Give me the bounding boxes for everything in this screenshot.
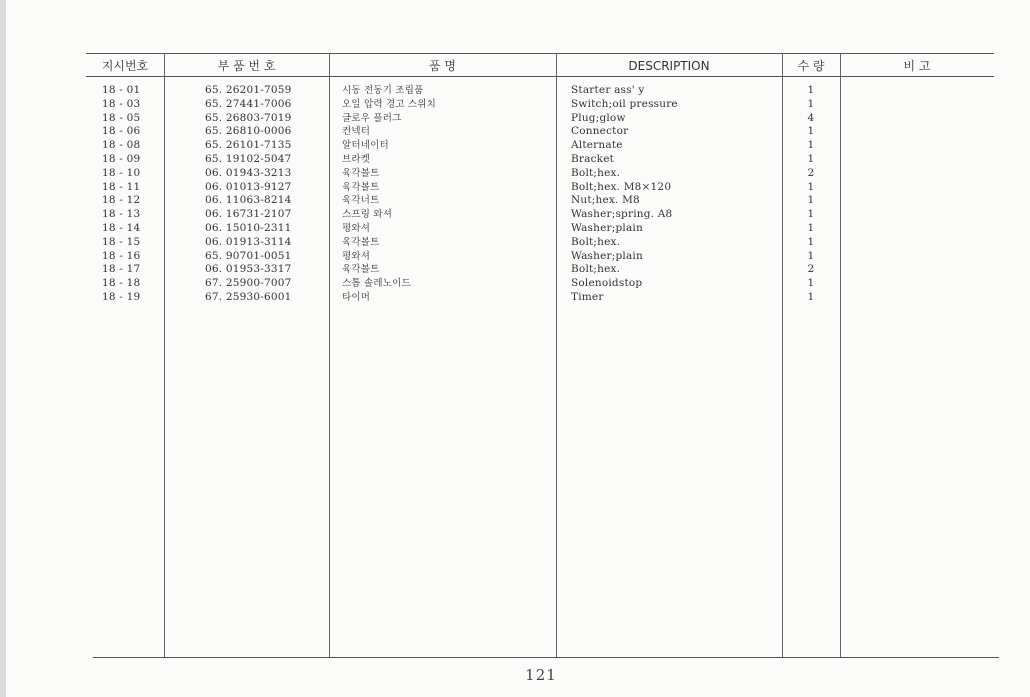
cell-part-name: 타이머 [342,291,371,303]
cell-index-no: 18 - 05 [102,111,141,124]
cell-part-no: 06. 01943-3213 [205,166,292,179]
cell-part-name: 육각너트 [342,195,380,207]
cell-quantity: 1 [807,152,815,165]
cell-index-no: 18 - 08 [102,139,141,152]
cell-quantity: 1 [807,235,815,248]
cell-quantity: 1 [807,221,815,234]
cell-index-no: 18 - 01 [102,84,141,96]
cell-part-no: 67. 25900-7007 [205,277,292,290]
column-divider [164,53,165,657]
header-part-no: 부 품 번 호 [217,59,276,73]
cell-part-name: 시동 전동기 조립품 [342,85,424,96]
cell-description: Washer;plain [571,221,643,234]
cell-description: Bolt;hex. [571,263,621,276]
column-part-no [205,84,315,305]
cell-index-no: 18 - 03 [102,97,141,110]
cell-quantity: 1 [807,97,815,110]
column-divider [329,53,330,657]
cell-index-no: 18 - 11 [102,180,141,193]
cell-part-name: 육각볼트 [342,167,380,179]
cell-quantity: 1 [807,290,815,303]
cell-description: Washer;plain [571,249,643,262]
cell-description: Switch;oil pressure [571,97,678,110]
cell-quantity: 4 [807,111,815,124]
header-part-name: 품 명 [429,59,456,73]
table-bottom-rule [93,657,999,658]
cell-quantity: 1 [807,180,815,193]
cell-part-no: 67. 25930-6001 [205,290,292,303]
cell-description: Washer;spring. A8 [571,208,673,221]
cell-description: Nut;hex. M8 [571,194,640,207]
cell-part-no: 65. 27441-7006 [205,97,292,110]
cell-description: Connector [571,125,629,138]
cell-description: Timer [571,290,604,303]
cell-part-name: 평와셔 [342,250,371,262]
header-description: DESCRIPTION [628,59,710,73]
cell-index-no: 18 - 10 [102,166,141,179]
cell-part-name: 알터네이터 [342,140,389,152]
header-index-no: 지시번호 [101,59,149,73]
cell-index-no: 18 - 09 [102,152,141,165]
cell-quantity: 1 [807,139,815,152]
cell-part-no: 65. 90701-0051 [205,249,292,262]
header-bottom-rule [86,76,994,77]
cell-part-no: 65. 26803-7019 [205,111,292,124]
cell-part-name: 브라켓 [342,153,371,165]
cell-part-name: 오일 압력 경고 스위치 [342,98,437,110]
cell-quantity: 1 [807,125,815,138]
cell-part-name: 글로우 플러그 [342,112,402,124]
cell-description: Bolt;hex. M8×120 [571,180,672,193]
cell-quantity: 1 [807,249,815,262]
cell-description: Bracket [571,152,615,165]
cell-part-no: 06. 01953-3317 [205,263,292,276]
cell-part-no: 06. 01913-3114 [205,235,292,248]
cell-quantity: 1 [807,84,815,96]
cell-quantity: 2 [807,166,815,179]
cell-part-name: 육각볼트 [342,181,380,193]
cell-quantity: 2 [807,263,815,276]
cell-index-no: 18 - 19 [102,290,141,303]
cell-part-name: 스프링 와셔 [342,209,393,221]
cell-part-name: 육각볼트 [342,236,380,248]
header-remarks: 비 고 [903,59,931,73]
column-divider [556,53,557,657]
cell-index-no: 18 - 06 [102,125,141,138]
cell-index-no: 18 - 17 [102,263,141,276]
cell-part-name: 스톱 솔레노이드 [342,278,411,290]
cell-description: Starter ass' y [571,84,645,96]
column-divider [840,53,841,657]
cell-description: Solenoidstop [571,277,643,290]
cell-index-no: 18 - 14 [102,221,141,234]
cell-index-no: 18 - 13 [102,208,141,221]
column-quantity [782,84,840,305]
cell-description: Bolt;hex. [571,235,621,248]
cell-description: Alternate [571,139,623,152]
cell-quantity: 1 [807,194,815,207]
cell-part-no: 06. 15010-2311 [205,221,292,234]
column-index-no [102,84,152,305]
cell-description: Plug;glow [571,111,626,124]
cell-index-no: 18 - 18 [102,277,141,290]
cell-index-no: 18 - 16 [102,249,141,262]
column-part-name [342,84,542,305]
cell-part-name: 육각볼트 [342,264,380,276]
cell-part-no: 65. 26810-0006 [205,125,292,138]
cell-quantity: 1 [807,208,815,221]
cell-part-name: 평와셔 [342,222,371,234]
table-top-rule [86,53,994,54]
cell-part-no: 65. 26101-7135 [205,139,292,152]
cell-part-no: 06. 11063-8214 [205,194,292,207]
cell-part-no: 65. 19102-5047 [205,152,292,165]
cell-quantity: 1 [807,277,815,290]
cell-part-no: 06. 16731-2107 [205,208,292,221]
cell-index-no: 18 - 12 [102,194,141,207]
cell-part-name: 컨넥터 [342,126,371,138]
column-description [571,84,771,305]
cell-description: Bolt;hex. [571,166,621,179]
cell-part-no: 06. 01013-9127 [205,180,292,193]
header-quantity: 수 량 [797,59,825,73]
page-number: 121 [525,666,557,684]
cell-part-no: 65. 26201-7059 [205,84,292,96]
cell-index-no: 18 - 15 [102,235,141,248]
